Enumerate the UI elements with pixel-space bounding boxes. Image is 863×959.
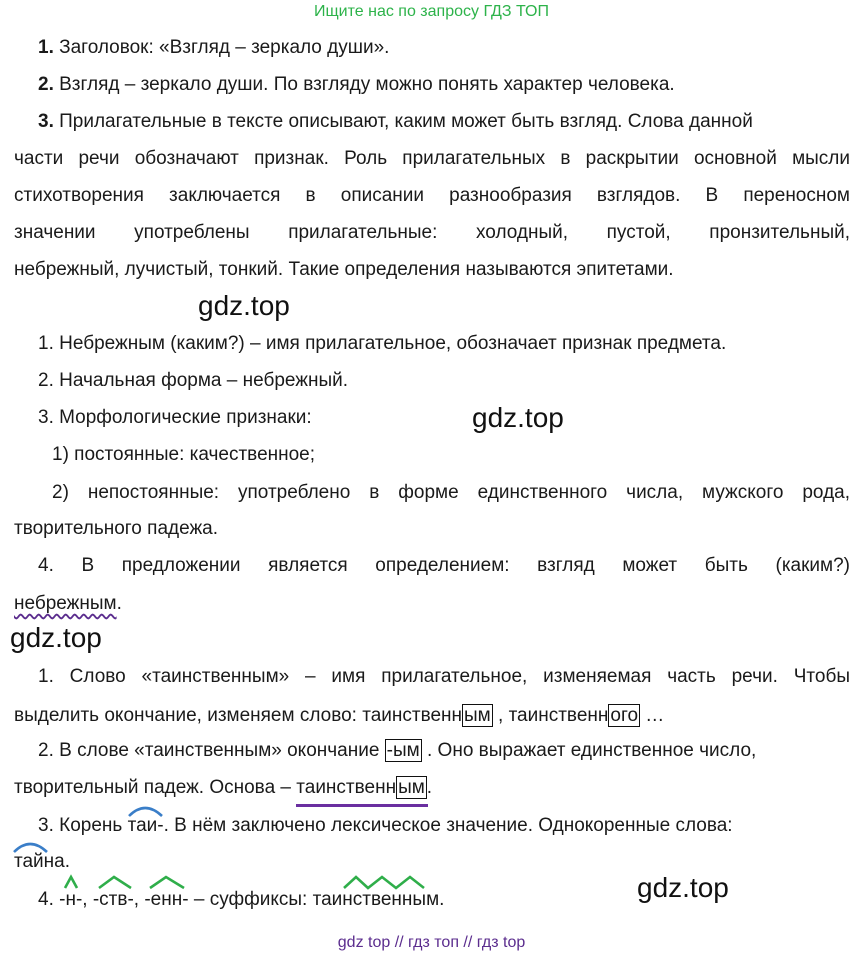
suffix-text: -ств- <box>92 889 134 910</box>
stem-underline <box>296 804 428 807</box>
analysis2-line-5 <box>38 814 850 838</box>
analysis2-line-7-end: ым. <box>412 889 445 910</box>
analysis1-line-7: 4. В предложении является определением: взгляд может быть (каким?) <box>38 555 850 576</box>
analysis2-line-3-b: . Оно выражает единственное число, <box>421 740 757 761</box>
analysis2-line-2-a: выделить окончание, изменяем слово: таинственн <box>14 705 463 726</box>
ending-box: ым <box>464 705 491 726</box>
ending-box: ого <box>610 705 639 726</box>
analysis1-line-1: 1. Небрежным (каким?) – имя прилагательное, обозначает признак предмета. <box>38 333 727 354</box>
ending-box: ым <box>398 777 425 798</box>
analysis1-line-6: творительного падежа. <box>14 518 219 539</box>
analysis2-line-3-a: 2. В слове «таинственным» окончание <box>38 740 385 761</box>
analysis1-line-3: 3. Морфологические признаки: <box>38 407 312 428</box>
analysis1-line-8-end: . <box>116 593 122 614</box>
analysis2-line-5-a: 3. Корень <box>38 815 128 836</box>
watermark: gdz.top <box>10 622 102 653</box>
stem-text: таинственн <box>296 777 397 798</box>
root-arc-icon <box>126 802 166 818</box>
root-text: тай <box>14 851 44 872</box>
analysis2-line-4-a: творительный падеж. Основа – <box>14 777 297 798</box>
root-mark <box>14 850 44 874</box>
analysis2-line-2 <box>14 704 664 728</box>
suffix-caret-icon <box>144 874 194 890</box>
root-mark <box>128 814 158 838</box>
analysis2-line-6 <box>14 850 70 874</box>
answer-3-line-3: стихотворения заключается в описании разнообразия взглядов. В переносном <box>14 185 850 206</box>
watermark: gdz.top <box>637 872 729 903</box>
analysis1-line-4: 1) постоянные: качественное; <box>52 444 316 465</box>
suffix-caret-icon <box>93 874 143 890</box>
watermark: gdz.top <box>472 402 564 433</box>
answer-3-line-2: части речи обозначают признак. Роль прилагательных в раскрытии основной мысли <box>14 148 850 169</box>
search-hint: Ищите нас по запросу ГДЗ ТОП <box>314 3 549 20</box>
answer-2 <box>38 73 675 97</box>
suffix-text: нственн <box>342 889 413 910</box>
analysis2-line-3 <box>38 739 756 763</box>
analysis2-line-7-a: 4. <box>38 889 60 910</box>
answer-3-line-5: небрежный, лучистый, тонкий. Такие определения называются эпитетами. <box>14 259 674 280</box>
ending-box: -ым <box>386 740 420 761</box>
analysis1-line-2: 2. Начальная форма – небрежный. <box>38 370 348 391</box>
analysis1-line-8 <box>14 592 122 616</box>
suffix-caret-icon <box>59 874 89 890</box>
answer-3 <box>38 110 753 134</box>
root-arc-icon <box>12 838 52 854</box>
analysis2-line-6-b: на. <box>43 851 71 872</box>
suffix-mark <box>144 888 188 912</box>
suffix-zigzag-icon <box>342 874 432 890</box>
footer: gdz top // гдз топ // гдз top <box>337 934 526 951</box>
answer-3-text: Прилагательные в тексте описывают, каким может быть взгляд. Слова данной <box>53 111 753 132</box>
analysis2-line-7-mid: – суффиксы: таи <box>188 889 343 910</box>
analysis2-line-7: 4. -н-, -ств-, -енн- – суффиксы: таи нственным. <box>38 888 444 912</box>
suffix-mark <box>59 888 82 912</box>
analysis2-line-4 <box>14 776 432 800</box>
analysis2-line-2-c: … <box>640 705 665 726</box>
answer-2-num: 2. <box>38 74 54 95</box>
suffix-mark <box>93 888 134 912</box>
analysis2-line-4-end: . <box>426 777 433 798</box>
answer-1-text: Заголовок: «Взгляд – зеркало души». <box>53 37 390 58</box>
analysis1-line-5: 2) непостоянные: употреблено в форме единственного числа, мужского рода, <box>52 482 850 503</box>
root-text: таи <box>127 815 158 836</box>
analysis2-line-2-b: , таинственн <box>492 705 609 726</box>
analysis2-line-5-b: -. В нём заключено лексическое значение. Однокоренные слова: <box>157 815 733 836</box>
watermark: gdz.top <box>198 290 290 321</box>
word-stem <box>296 776 396 800</box>
analysis2-line-1: 1. Слово «таинственным» – имя прилагательное, изменяемая часть речи. Чтобы <box>38 666 850 687</box>
answer-3-num: 3. <box>38 111 54 132</box>
answer-3-line-4: значении употреблены прилагательные: холодный, пустой, пронзительный, <box>14 222 850 243</box>
answer-1 <box>38 36 389 60</box>
answer-2-text: Взгляд – зеркало души. По взгляду можно понять характер человека. <box>53 74 675 95</box>
suffix-mark <box>342 888 412 912</box>
suffix-text: -н- <box>59 889 83 910</box>
answer-1-num: 1. <box>38 37 54 58</box>
suffix-text: -енн- <box>144 889 189 910</box>
wavy-underlined-word: небрежным <box>14 593 117 614</box>
